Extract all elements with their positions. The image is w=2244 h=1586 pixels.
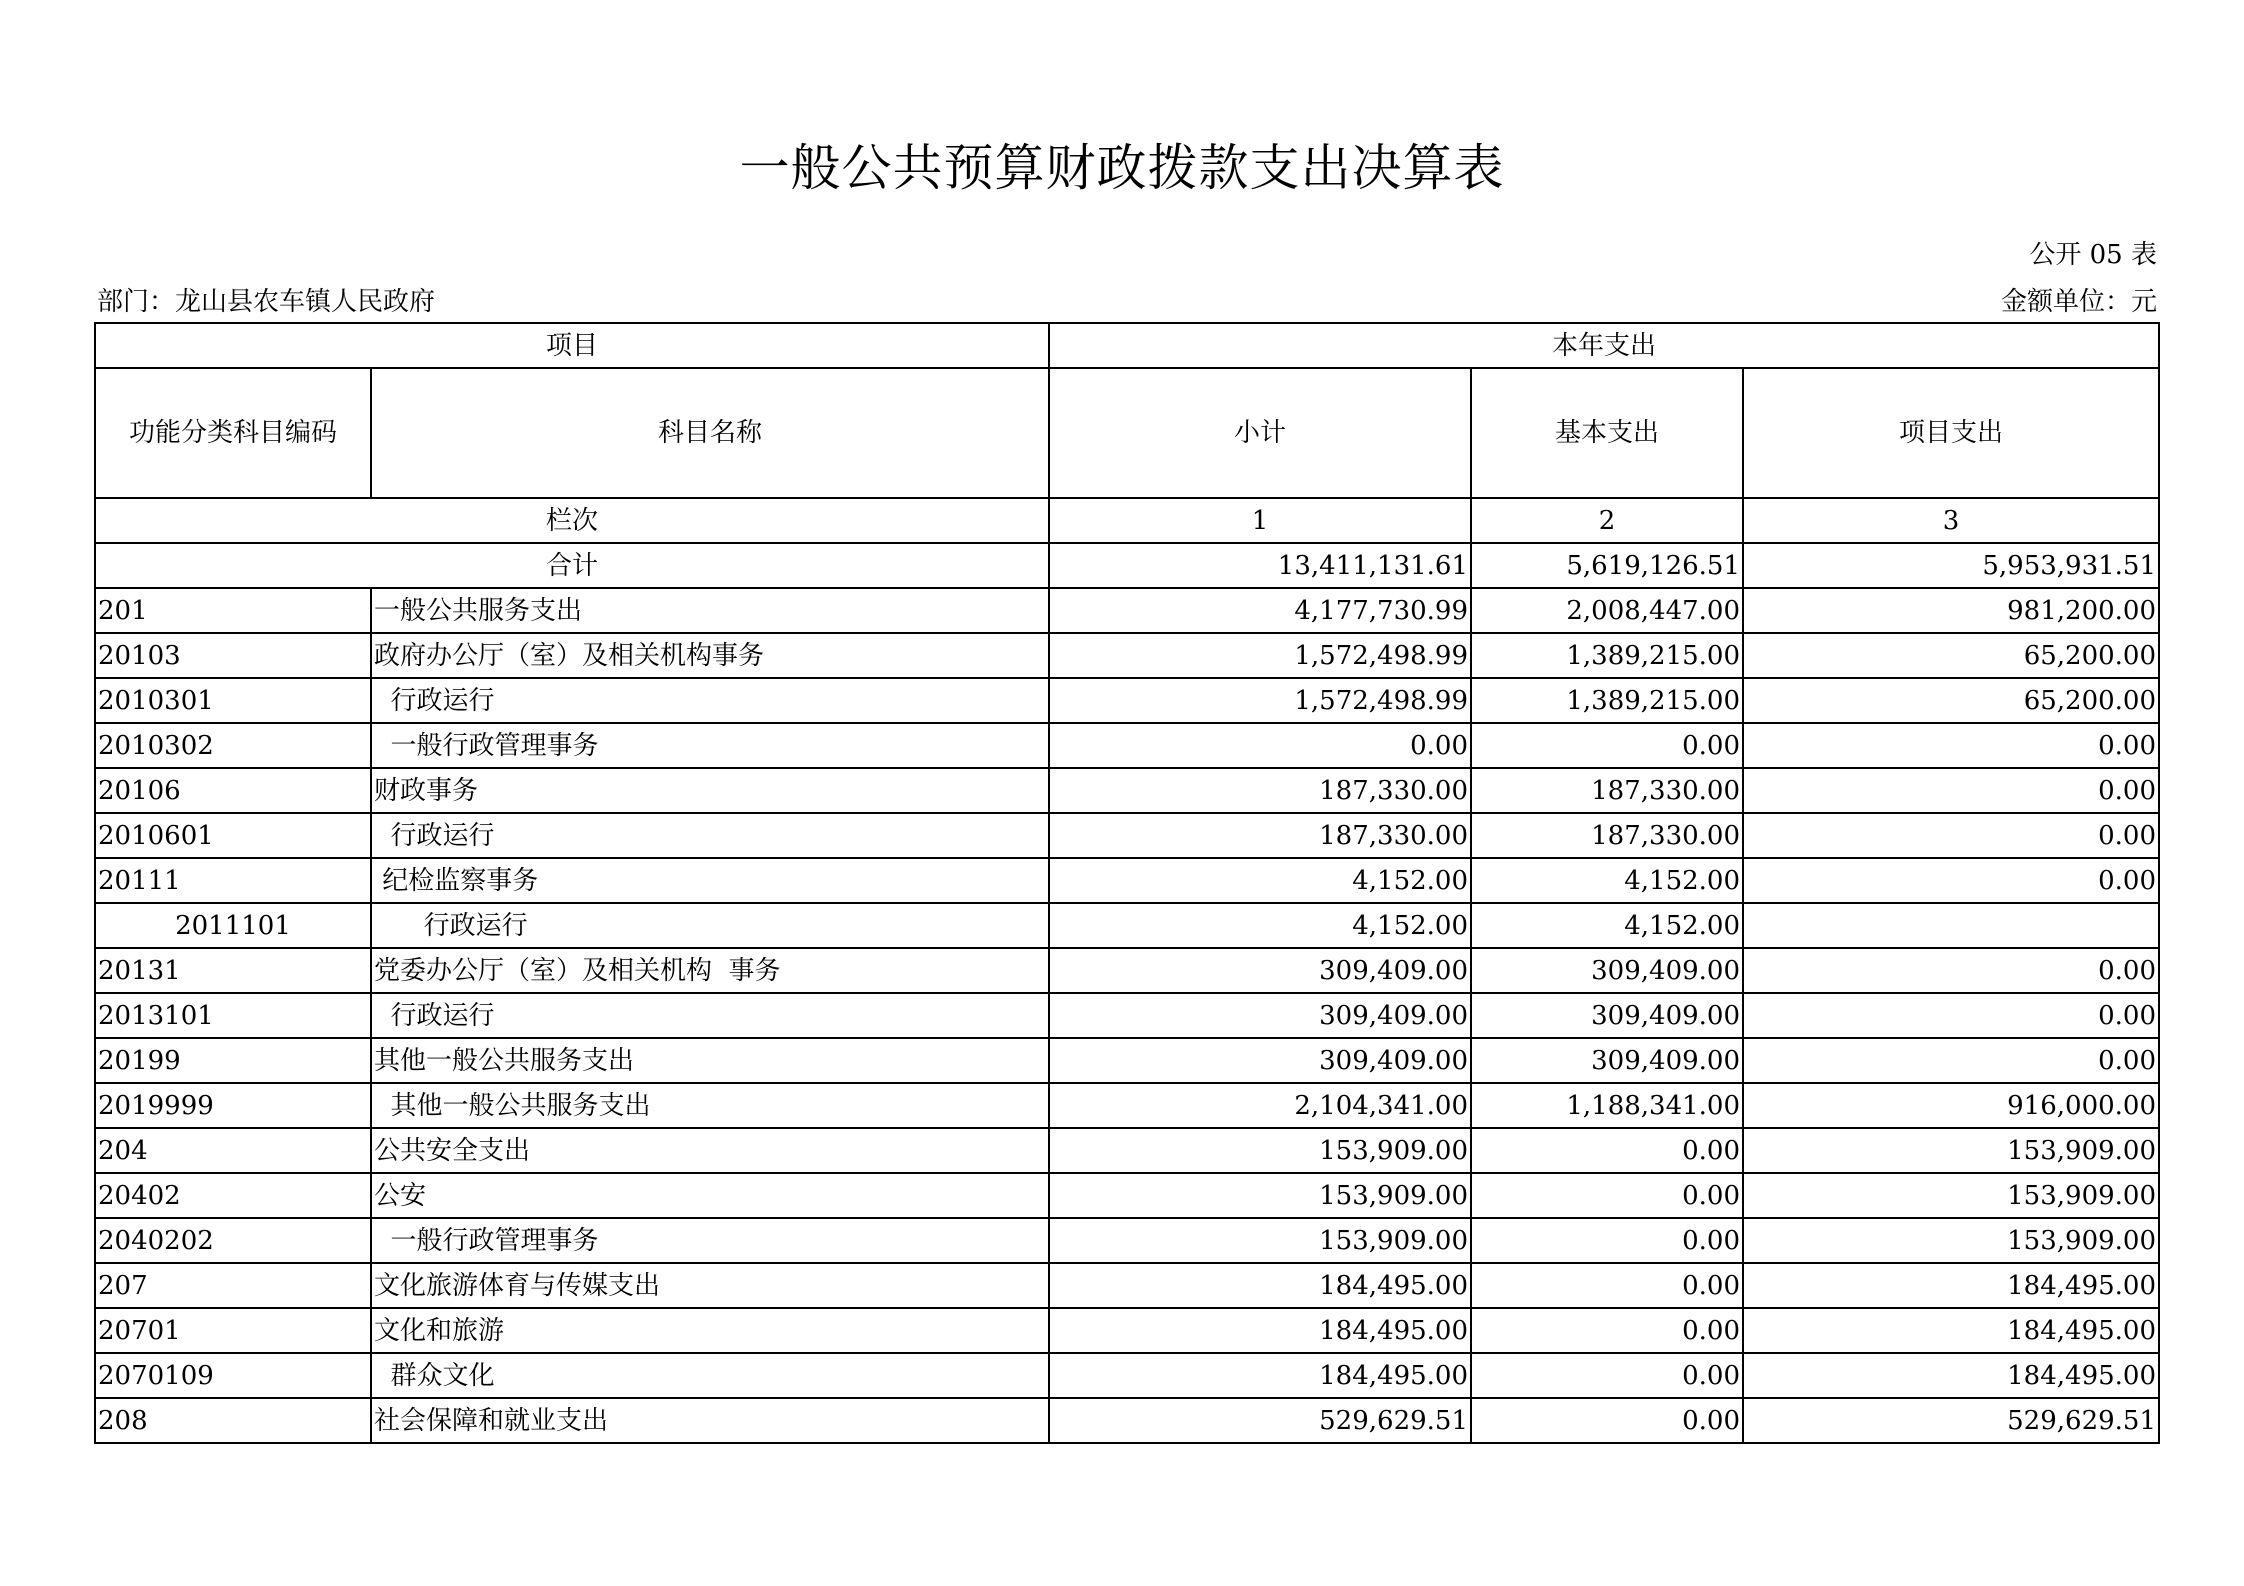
row-code: 20131: [95, 948, 371, 993]
row-name: 文化旅游体育与传媒支出: [371, 1263, 1049, 1308]
row-name: 行政运行: [371, 678, 1049, 723]
row-project: 916,000.00: [1743, 1083, 2159, 1128]
row-name: 行政运行: [371, 903, 1049, 948]
header-subtotal: 小计: [1049, 368, 1471, 498]
row-code: 204: [95, 1128, 371, 1173]
row-code: 2010301: [95, 678, 371, 723]
header-current-year-expense: 本年支出: [1049, 323, 2159, 368]
row-subtotal: 0.00: [1049, 723, 1471, 768]
total-project: 5,953,931.51: [1743, 543, 2159, 588]
row-project: 153,909.00: [1743, 1128, 2159, 1173]
row-project: 981,200.00: [1743, 588, 2159, 633]
table-row: [95, 858, 2159, 903]
row-basic: 187,330.00: [1471, 768, 1743, 813]
table-row: [95, 1308, 2159, 1353]
column-number-3: 3: [1743, 498, 2159, 543]
row-subtotal: 153,909.00: [1049, 1128, 1471, 1173]
table-row: [95, 1263, 2159, 1308]
header-project: 项目: [95, 323, 1049, 368]
total-row: [95, 543, 2159, 588]
row-name: 政府办公厅（室）及相关机构事务: [371, 633, 1049, 678]
total-basic: 5,619,126.51: [1471, 543, 1743, 588]
row-project: 0.00: [1743, 768, 2159, 813]
header-project-expense: 项目支出: [1743, 368, 2159, 498]
row-project: 65,200.00: [1743, 633, 2159, 678]
row-name: 公安: [371, 1173, 1049, 1218]
row-code: 20111: [95, 858, 371, 903]
page-title: 一般公共预算财政拨款支出决算表: [739, 139, 1505, 197]
row-name: 其他一般公共服务支出: [371, 1038, 1049, 1083]
row-project: 184,495.00: [1743, 1308, 2159, 1353]
row-code: 20701: [95, 1308, 371, 1353]
budget-table: [94, 322, 2160, 1444]
row-name: 财政事务: [371, 768, 1049, 813]
row-subtotal: 309,409.00: [1049, 993, 1471, 1038]
row-code: 20402: [95, 1173, 371, 1218]
header-row-top: [95, 323, 2159, 368]
row-project: 529,629.51: [1743, 1398, 2159, 1443]
row-name: 公共安全支出: [371, 1128, 1049, 1173]
table-number: 公开 05 表: [2029, 240, 2157, 270]
row-basic: 2,008,447.00: [1471, 588, 1743, 633]
row-code: 207: [95, 1263, 371, 1308]
row-code: 20106: [95, 768, 371, 813]
table-row: [95, 813, 2159, 858]
row-subtotal: 309,409.00: [1049, 948, 1471, 993]
row-basic: 187,330.00: [1471, 813, 1743, 858]
column-number-2: 2: [1471, 498, 1743, 543]
table-row: [95, 993, 2159, 1038]
row-name: 文化和旅游: [371, 1308, 1049, 1353]
table-row: [95, 768, 2159, 813]
row-code: 20103: [95, 633, 371, 678]
row-basic: 1,188,341.00: [1471, 1083, 1743, 1128]
row-basic: 0.00: [1471, 1353, 1743, 1398]
table-row: [95, 1083, 2159, 1128]
row-subtotal: 184,495.00: [1049, 1263, 1471, 1308]
table-row: [95, 1398, 2159, 1443]
row-subtotal: 153,909.00: [1049, 1218, 1471, 1263]
row-name: 行政运行: [371, 813, 1049, 858]
row-project: 184,495.00: [1743, 1353, 2159, 1398]
row-basic: 4,152.00: [1471, 903, 1743, 948]
row-basic: 309,409.00: [1471, 993, 1743, 1038]
row-basic: 0.00: [1471, 1218, 1743, 1263]
row-name: 行政运行: [371, 993, 1049, 1038]
row-project: 0.00: [1743, 858, 2159, 903]
row-subtotal: 2,104,341.00: [1049, 1083, 1471, 1128]
unit-label: 金额单位：元: [2000, 287, 2157, 317]
row-code: 2010302: [95, 723, 371, 768]
row-code: 2040202: [95, 1218, 371, 1263]
row-name: 一般行政管理事务: [371, 1218, 1049, 1263]
row-name: 纪检监察事务: [371, 858, 1049, 903]
row-project: 153,909.00: [1743, 1218, 2159, 1263]
row-subtotal: 1,572,498.99: [1049, 633, 1471, 678]
row-basic: 0.00: [1471, 723, 1743, 768]
row-name: 群众文化: [371, 1353, 1049, 1398]
table-row: [95, 1038, 2159, 1083]
row-project: 0.00: [1743, 993, 2159, 1038]
table-row: [95, 588, 2159, 633]
column-number-row: [95, 498, 2159, 543]
row-code: 2070109: [95, 1353, 371, 1398]
column-number-1: 1: [1049, 498, 1471, 543]
table-row: [95, 723, 2159, 768]
row-basic: 309,409.00: [1471, 1038, 1743, 1083]
row-subtotal: 184,495.00: [1049, 1308, 1471, 1353]
row-basic: 1,389,215.00: [1471, 678, 1743, 723]
row-code: 2010601: [95, 813, 371, 858]
row-project: 0.00: [1743, 813, 2159, 858]
row-name: 党委办公厅（室）及相关机构 事务: [371, 948, 1049, 993]
row-subtotal: 184,495.00: [1049, 1353, 1471, 1398]
row-project: 153,909.00: [1743, 1173, 2159, 1218]
row-name: 一般公共服务支出: [371, 588, 1049, 633]
row-subtotal: 4,177,730.99: [1049, 588, 1471, 633]
row-code: 2013101: [95, 993, 371, 1038]
row-subtotal: 529,629.51: [1049, 1398, 1471, 1443]
row-subtotal: 4,152.00: [1049, 903, 1471, 948]
row-basic: 0.00: [1471, 1173, 1743, 1218]
table-row: [95, 1353, 2159, 1398]
row-subtotal: 187,330.00: [1049, 768, 1471, 813]
row-project: 0.00: [1743, 948, 2159, 993]
total-subtotal: 13,411,131.61: [1049, 543, 1471, 588]
row-project: 65,200.00: [1743, 678, 2159, 723]
row-project: 0.00: [1743, 1038, 2159, 1083]
row-basic: 0.00: [1471, 1128, 1743, 1173]
row-basic: 4,152.00: [1471, 858, 1743, 903]
row-subtotal: 309,409.00: [1049, 1038, 1471, 1083]
row-name: 一般行政管理事务: [371, 723, 1049, 768]
row-subtotal: 153,909.00: [1049, 1173, 1471, 1218]
row-basic: 309,409.00: [1471, 948, 1743, 993]
header-code: 功能分类科目编码: [95, 368, 371, 498]
department-label: 部门：龙山县农车镇人民政府: [97, 287, 436, 317]
row-project: 184,495.00: [1743, 1263, 2159, 1308]
row-project: [1743, 903, 2159, 948]
row-code: 201: [95, 588, 371, 633]
row-basic: 0.00: [1471, 1308, 1743, 1353]
row-subtotal: 1,572,498.99: [1049, 678, 1471, 723]
table-row: [95, 903, 2159, 948]
table-row: [95, 948, 2159, 993]
table-row: [95, 1173, 2159, 1218]
table-row: [95, 1128, 2159, 1173]
row-subtotal: 187,330.00: [1049, 813, 1471, 858]
row-subtotal: 4,152.00: [1049, 858, 1471, 903]
column-number-label: 栏次: [95, 498, 1049, 543]
table-row: [95, 633, 2159, 678]
header-name: 科目名称: [371, 368, 1049, 498]
row-code: 2011101: [95, 903, 371, 948]
row-basic: 0.00: [1471, 1263, 1743, 1308]
row-name: 其他一般公共服务支出: [371, 1083, 1049, 1128]
header-row-columns: [95, 368, 2159, 498]
row-basic: 0.00: [1471, 1398, 1743, 1443]
row-basic: 1,389,215.00: [1471, 633, 1743, 678]
table-row: [95, 1218, 2159, 1263]
row-name: 社会保障和就业支出: [371, 1398, 1049, 1443]
total-label: 合计: [95, 543, 1049, 588]
table-row: [95, 678, 2159, 723]
row-code: 20199: [95, 1038, 371, 1083]
header-basic: 基本支出: [1471, 368, 1743, 498]
row-project: 0.00: [1743, 723, 2159, 768]
row-code: 2019999: [95, 1083, 371, 1128]
row-code: 208: [95, 1398, 371, 1443]
